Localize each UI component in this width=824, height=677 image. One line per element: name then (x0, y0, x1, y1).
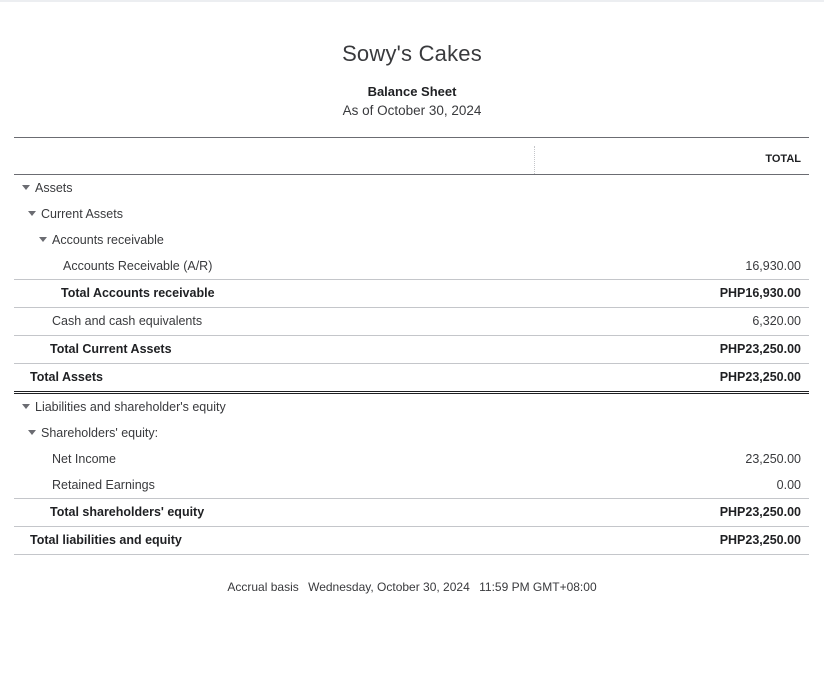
total-current-assets-label: Total Current Assets (50, 342, 172, 356)
net-income-amount[interactable]: 23,250.00 (745, 452, 801, 466)
top-divider (0, 0, 824, 2)
report-run-date: Wednesday, October 30, 2024 (308, 580, 470, 594)
accounts-receivable-amount[interactable]: 16,930.00 (745, 259, 801, 273)
row-net-income[interactable] (14, 446, 809, 472)
total-liabilities-equity-label: Total liabilities and equity (30, 533, 182, 547)
accounts-receivable-label[interactable]: Accounts Receivable (A/R) (63, 259, 213, 273)
liabilities-equity-group-label[interactable]: Liabilities and shareholder's equity (22, 394, 226, 420)
row-total-accounts-receivable (14, 279, 809, 307)
total-assets-label: Total Assets (30, 370, 103, 384)
collapse-caret-icon[interactable] (22, 185, 30, 190)
report-footer (0, 580, 824, 594)
row-liabilities-equity[interactable] (14, 394, 809, 420)
row-retained-earnings[interactable] (14, 472, 809, 498)
total-accounts-receivable-label: Total Accounts receivable (61, 286, 215, 300)
collapse-caret-icon[interactable] (39, 237, 47, 242)
cash-amount[interactable]: 6,320.00 (752, 314, 801, 328)
current-assets-group-label[interactable]: Current Assets (28, 201, 123, 227)
accounts-receivable-group-label[interactable]: Accounts receivable (39, 227, 164, 253)
row-total-liabilities-equity (14, 526, 809, 555)
total-current-assets-amount[interactable]: PHP23,250.00 (719, 342, 801, 356)
row-current-assets[interactable] (14, 201, 809, 227)
company-name: Sowy's Cakes (342, 41, 482, 66)
collapse-caret-icon[interactable] (28, 430, 36, 435)
report-title: Balance Sheet (367, 84, 457, 99)
report-date: As of October 30, 2024 (342, 103, 482, 118)
row-total-shareholders-equity (14, 498, 809, 526)
row-total-current-assets (14, 335, 809, 363)
retained-earnings-label[interactable]: Retained Earnings (52, 478, 155, 492)
collapse-caret-icon[interactable] (28, 211, 36, 216)
row-total-assets (14, 363, 809, 394)
total-liabilities-equity-amount[interactable]: PHP23,250.00 (719, 533, 801, 547)
retained-earnings-amount[interactable]: 0.00 (776, 478, 801, 492)
row-accounts-receivable-group[interactable] (14, 227, 809, 253)
row-cash[interactable] (14, 307, 809, 335)
row-assets[interactable] (14, 175, 809, 201)
report-run-time: 11:59 PM GMT+08:00 (479, 580, 597, 594)
total-column-header: TOTAL (765, 153, 801, 165)
accounting-basis: Accrual basis (227, 580, 299, 594)
net-income-label[interactable]: Net Income (52, 452, 116, 466)
total-shareholders-equity-label: Total shareholders' equity (50, 505, 205, 519)
total-assets-amount[interactable]: PHP23,250.00 (719, 370, 801, 384)
column-divider (534, 146, 535, 174)
table-header (14, 137, 809, 175)
collapse-caret-icon[interactable] (22, 404, 30, 409)
cash-label[interactable]: Cash and cash equivalents (52, 314, 203, 328)
row-shareholders-equity[interactable] (14, 420, 809, 446)
balance-sheet-table (14, 137, 809, 555)
row-accounts-receivable[interactable] (14, 253, 809, 279)
assets-group-label[interactable]: Assets (22, 175, 73, 201)
shareholders-equity-group-label[interactable]: Shareholders' equity: (28, 420, 158, 446)
total-shareholders-equity-amount[interactable]: PHP23,250.00 (719, 505, 801, 519)
total-accounts-receivable-amount[interactable]: PHP16,930.00 (719, 286, 801, 300)
